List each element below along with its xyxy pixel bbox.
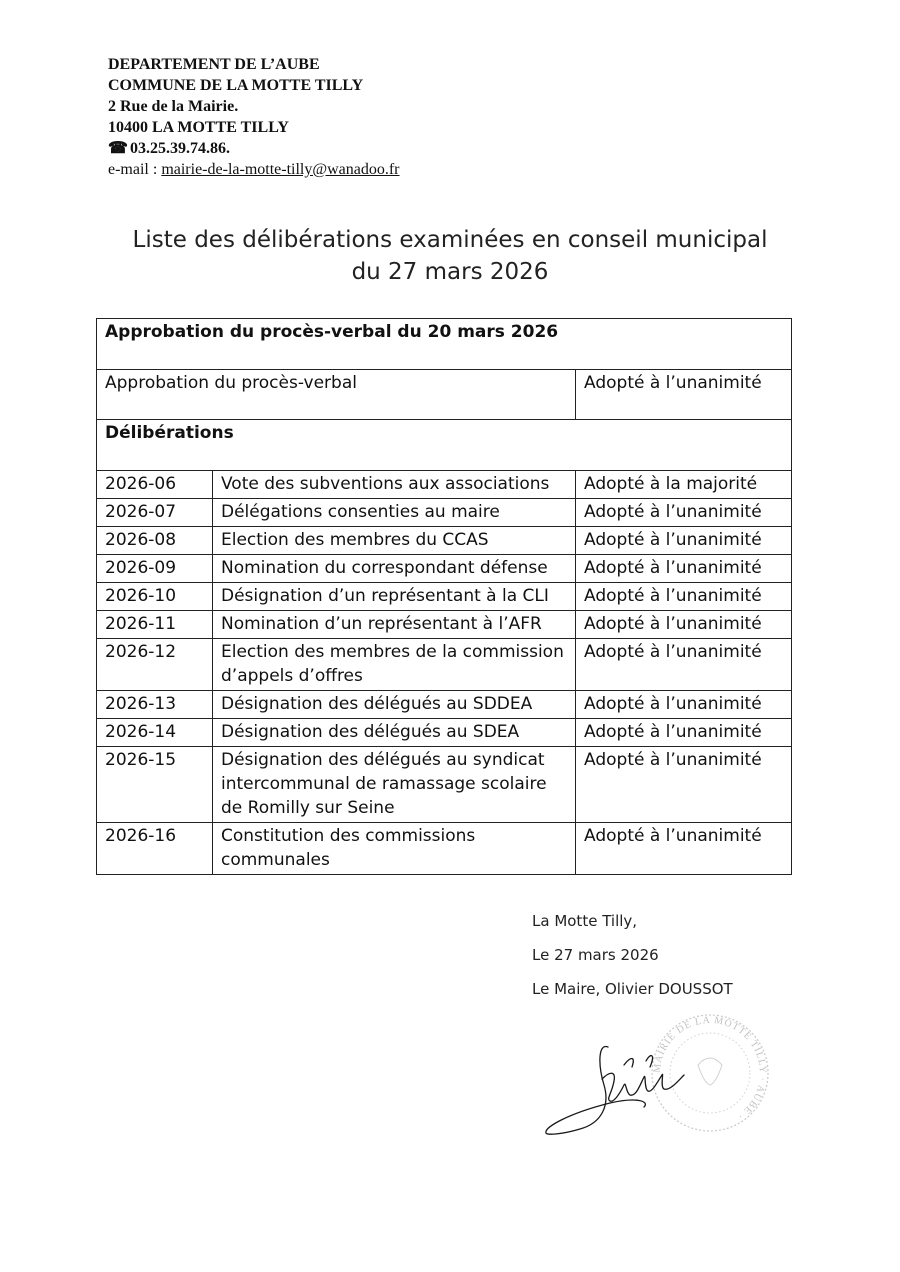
pv-item-label: Approbation du procès-verbal: [97, 370, 576, 420]
page-title: [0, 224, 900, 288]
deliberation-number: 2026-12: [97, 639, 213, 691]
deliberation-row: [97, 499, 792, 527]
deliberation-subject: Délégations consenties au maire: [213, 499, 576, 527]
pv-section-row: [97, 319, 792, 370]
deliberation-row: [97, 691, 792, 719]
deliberation-result: Adopté à l’unanimité: [576, 527, 792, 555]
delib-section-header: Délibérations: [97, 420, 792, 471]
deliberation-result: Adopté à l’unanimité: [576, 691, 792, 719]
commune-line: COMMUNE DE LA MOTTE TILLY: [108, 77, 364, 94]
phone-line: [108, 138, 400, 159]
deliberation-subject: Election des membres de la commission d’appels d’offres: [213, 639, 576, 691]
deliberation-result: Adopté à l’unanimité: [576, 499, 792, 527]
deliberation-row: [97, 471, 792, 499]
signoff-place: La Motte Tilly,: [532, 912, 638, 930]
deliberation-row: [97, 639, 792, 691]
deliberation-number: 2026-07: [97, 499, 213, 527]
delib-section-row: [97, 420, 792, 471]
deliberation-subject: Désignation des délégués au SDEA: [213, 719, 576, 747]
pv-item-row: [97, 370, 792, 420]
email-line: [108, 159, 400, 180]
deliberation-row: [97, 555, 792, 583]
deliberation-number: 2026-08: [97, 527, 213, 555]
deliberation-subject: Désignation des délégués au syndicat intercommunal de ramassage scolaire de Romilly sur Seine: [213, 747, 576, 823]
deliberation-subject: Constitution des commissions communales: [213, 823, 576, 875]
deliberation-number: 2026-10: [97, 583, 213, 611]
email-link[interactable]: mairie-de-la-motte-tilly@wanadoo.fr: [161, 161, 400, 178]
phone-icon: ☎: [108, 140, 128, 157]
phone-number: 03.25.39.74.86.: [130, 140, 230, 157]
signature-stamp-graphic: [540, 1005, 775, 1145]
deliberation-result: Adopté à la majorité: [576, 471, 792, 499]
deliberation-row: [97, 719, 792, 747]
signoff-signatory: Le Maire, Olivier DOUSSOT: [532, 980, 733, 998]
deliberation-subject: Vote des subventions aux associations: [213, 471, 576, 499]
deliberation-result: Adopté à l’unanimité: [576, 823, 792, 875]
pv-item-result: Adopté à l’unanimité: [576, 370, 792, 420]
deliberation-number: 2026-06: [97, 471, 213, 499]
official-stamp: [652, 1015, 768, 1131]
deliberation-subject: Nomination du correspondant défense: [213, 555, 576, 583]
letterhead: [108, 54, 400, 180]
deliberation-result: Adopté à l’unanimité: [576, 639, 792, 691]
signoff-block: [532, 904, 733, 1006]
deliberation-subject: Désignation d’un représentant à la CLI: [213, 583, 576, 611]
deliberation-row: [97, 527, 792, 555]
department-line: DEPARTEMENT DE L’AUBE: [108, 56, 320, 73]
signature-and-stamp: [540, 1005, 775, 1145]
deliberation-number: 2026-16: [97, 823, 213, 875]
deliberation-number: 2026-15: [97, 747, 213, 823]
pv-section-header: Approbation du procès-verbal du 20 mars 2026: [97, 319, 792, 370]
signoff-date: Le 27 mars 2026: [532, 946, 659, 964]
deliberation-number: 2026-14: [97, 719, 213, 747]
deliberation-result: Adopté à l’unanimité: [576, 747, 792, 823]
deliberation-subject: Désignation des délégués au SDDEA: [213, 691, 576, 719]
stamp-text: MAIRIE DE LA MOTTE TILLY · AUBE ·: [651, 1014, 769, 1123]
deliberation-number: 2026-09: [97, 555, 213, 583]
deliberation-number: 2026-11: [97, 611, 213, 639]
email-label: e-mail :: [108, 161, 162, 178]
deliberation-result: Adopté à l’unanimité: [576, 583, 792, 611]
deliberations-table: [96, 318, 792, 875]
street-line: 2 Rue de la Mairie.: [108, 98, 239, 115]
deliberation-row: [97, 823, 792, 875]
deliberation-result: Adopté à l’unanimité: [576, 555, 792, 583]
title-line-1: Liste des délibérations examinées en conseil municipal: [132, 227, 768, 253]
title-line-2: du 27 mars 2026: [351, 259, 549, 285]
deliberation-subject: Election des membres du CCAS: [213, 527, 576, 555]
deliberation-row: [97, 611, 792, 639]
deliberation-subject: Nomination d’un représentant à l’AFR: [213, 611, 576, 639]
deliberation-number: 2026-13: [97, 691, 213, 719]
deliberation-result: Adopté à l’unanimité: [576, 719, 792, 747]
city-line: 10400 LA MOTTE TILLY: [108, 119, 289, 136]
deliberation-result: Adopté à l’unanimité: [576, 611, 792, 639]
deliberation-row: [97, 583, 792, 611]
deliberation-row: [97, 747, 792, 823]
